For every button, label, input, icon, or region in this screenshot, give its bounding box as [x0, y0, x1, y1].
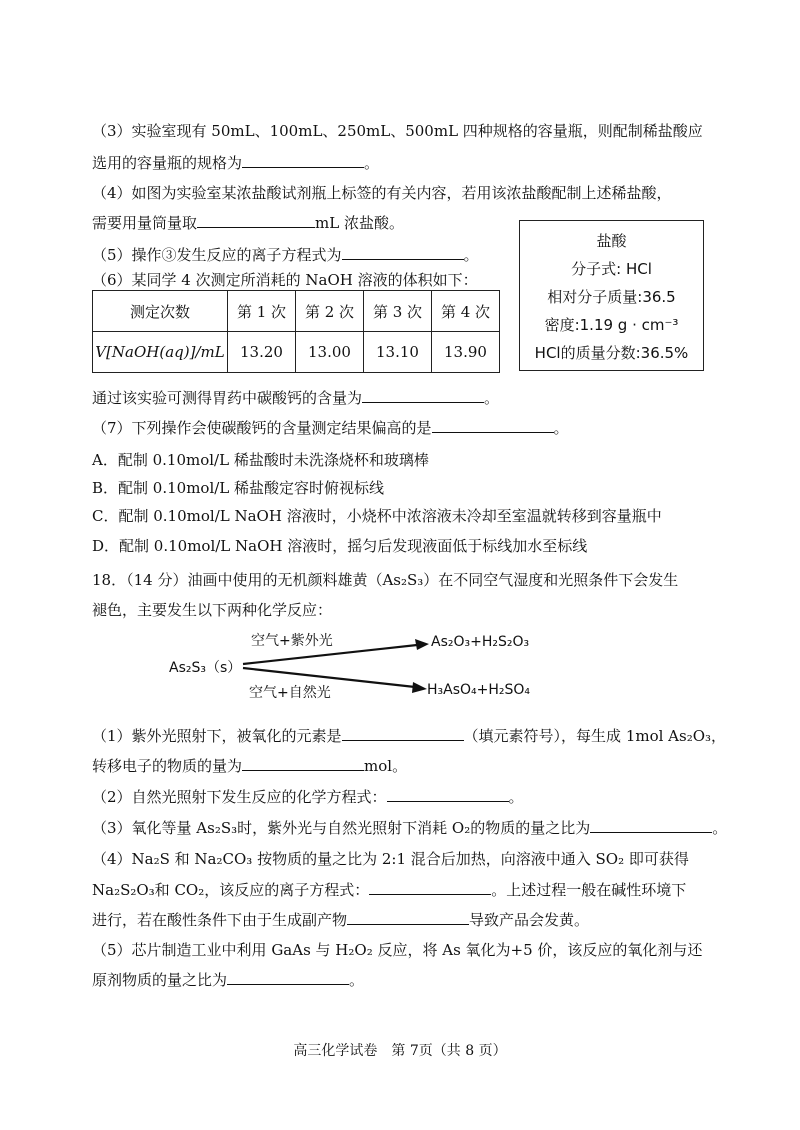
p4-text: Na₂S₂O₃和 CO₂，该反应的离子方程式： — [92, 881, 370, 899]
answer-blank[interactable] — [342, 726, 464, 741]
arrowhead-lower — [412, 682, 427, 693]
answer-blank[interactable] — [342, 245, 464, 260]
p5-text: 原剂物质的量之比为 — [92, 971, 228, 989]
condition-uv: 空气+紫外光 — [251, 633, 333, 649]
q18-p2 — [92, 787, 524, 807]
q4-end: mL 浓盐酸。 — [315, 214, 404, 232]
table-header-cell: 测定次数 — [93, 291, 228, 332]
p4-text2: 。上述过程一般在碱性环境下 — [491, 881, 687, 899]
p1-text3: 转移电子的物质的量为 — [92, 757, 243, 775]
p1-text4: mol。 — [364, 757, 408, 775]
q18-p5-line2 — [92, 970, 364, 990]
table-header-cell: 第 3 次 — [364, 291, 432, 332]
q18-p4-line3 — [92, 910, 589, 930]
measurement-table — [92, 290, 500, 373]
q7-end: 。 — [553, 419, 569, 437]
p2-text: （2）自然光照射下发生反应的化学方程式： — [92, 788, 387, 806]
q6-intro: （6）某同学 4 次测定所消耗的 NaOH 溶液的体积如下： — [92, 271, 478, 289]
p1-text: （1）紫外光照射下，被氧化的元素是 — [92, 727, 342, 745]
q18-p3 — [92, 818, 727, 838]
q18-p1-line1 — [92, 726, 726, 746]
option-a: A．配制 0.10mol/L 稀盐酸时未洗涤烧杯和玻璃棒 — [92, 451, 429, 469]
answer-blank[interactable] — [362, 388, 484, 403]
condition-natural: 空气+自然光 — [249, 685, 331, 701]
reactant: As₂S₃（s） — [169, 660, 242, 676]
page-footer: 高三化学试卷 第 7页（共 8 页） — [293, 1043, 507, 1059]
table-header-cell: 第 1 次 — [228, 291, 296, 332]
product-natural: H₃AsO₄+H₂SO₄ — [427, 682, 531, 698]
p2-end: 。 — [508, 788, 524, 806]
table-row — [93, 332, 500, 373]
q4-text: 需要用量筒量取 — [92, 214, 198, 232]
answer-blank[interactable] — [227, 970, 349, 985]
p3-end: 。 — [712, 819, 728, 837]
q4-line1: （4）如图为实验室某浓盐酸试剂瓶上标签的有关内容，若用该浓盐酸配制上述稀盐酸， — [92, 184, 672, 202]
table-cell: 13.90 — [432, 332, 500, 373]
table-cell: 13.00 — [296, 332, 364, 373]
answer-blank[interactable] — [387, 787, 509, 802]
answer-blank[interactable] — [197, 213, 315, 228]
q3-line2 — [92, 153, 379, 173]
q7-text: （7）下列操作会使碳酸钙的含量测定结果偏高的是 — [92, 419, 432, 437]
q3-end: 。 — [364, 154, 380, 172]
answer-blank[interactable] — [242, 153, 364, 168]
reaction-scheme — [165, 626, 565, 706]
answer-blank[interactable] — [590, 818, 712, 833]
answer-blank[interactable] — [347, 910, 469, 925]
label-density: 密度:1.19 g · cm⁻³ — [544, 316, 679, 334]
q3-line1: （3）实验室现有 50mL、100mL、250mL、500mL 四种规格的容量瓶，则配制稀盐酸应 — [92, 122, 703, 140]
q5-text: （5）操作③发生反应的离子方程式为 — [92, 246, 342, 264]
q6-result — [92, 388, 499, 408]
q4-line2 — [92, 213, 404, 233]
label-fraction: HCl的质量分数:36.5% — [534, 344, 689, 362]
table-header-cell: 第 4 次 — [432, 291, 500, 332]
table-cell: 13.20 — [228, 332, 296, 373]
product-uv: As₂O₃+H₂S₂O₃ — [431, 634, 530, 650]
q18-p5-line1: （5）芯片制造工业中利用 GaAs 与 H₂O₂ 反应，将 As 氧化为+5 价，该反应的氧化剂与还 — [92, 941, 703, 959]
p3-text: （3）氧化等量 As₂S₃时，紫外光与自然光照射下消耗 O₂的物质的量之比为 — [92, 819, 591, 837]
q6-text: 通过该实验可测得胃药中碳酸钙的含量为 — [92, 389, 363, 407]
option-b: B．配制 0.10mol/L 稀盐酸定容时俯视标线 — [92, 479, 385, 497]
q18-p4-line2 — [92, 880, 686, 900]
table-cell: 13.10 — [364, 332, 432, 373]
table-row-label: V[NaOH(aq)]/mL — [93, 332, 228, 373]
p1-text2: （填元素符号），每生成 1mol As₂O₃， — [463, 727, 727, 745]
q7-stem — [92, 418, 569, 438]
q5-line — [92, 245, 479, 265]
label-formula: 分子式: HCl — [571, 260, 652, 278]
answer-blank[interactable] — [242, 756, 364, 771]
option-d: D．配制 0.10mol/L NaOH 溶液时，摇匀后发现液面低于标线加水至标线 — [92, 537, 588, 555]
q18-line1: 18．（14 分）油画中使用的无机颜料雄黄（As₂S₃）在不同空气湿度和光照条件下会发生 — [92, 571, 679, 589]
p4-text4: 导致产品会发黄。 — [469, 911, 590, 929]
q18-p4-line1: （4）Na₂S 和 Na₂CO₃ 按物质的量之比为 2:1 混合后加热，向溶液中通入 SO₂ 即可获得 — [92, 850, 689, 868]
q18-p1-line2 — [92, 756, 407, 776]
label-title: 盐酸 — [596, 232, 627, 250]
answer-blank[interactable] — [369, 880, 491, 895]
q5-end: 。 — [463, 246, 479, 264]
p4-text3: 进行，若在酸性条件下由于生成副产物 — [92, 911, 348, 929]
answer-blank[interactable] — [432, 418, 554, 433]
q6-end: 。 — [484, 389, 500, 407]
option-c: C．配制 0.10mol/L NaOH 溶液时，小烧杯中浓溶液未冷却至室温就转移到容量瓶中 — [92, 507, 662, 525]
label-mass: 相对分子质量:36.5 — [547, 288, 676, 306]
table-header-row — [93, 291, 500, 332]
reagent-label — [519, 220, 704, 371]
q18-line2: 褪色，主要发生以下两种化学反应： — [92, 601, 333, 619]
table-header-cell: 第 2 次 — [296, 291, 364, 332]
q3-text: 选用的容量瓶的规格为 — [92, 154, 243, 172]
arrowhead-upper — [415, 639, 429, 650]
p5-end: 。 — [349, 971, 365, 989]
